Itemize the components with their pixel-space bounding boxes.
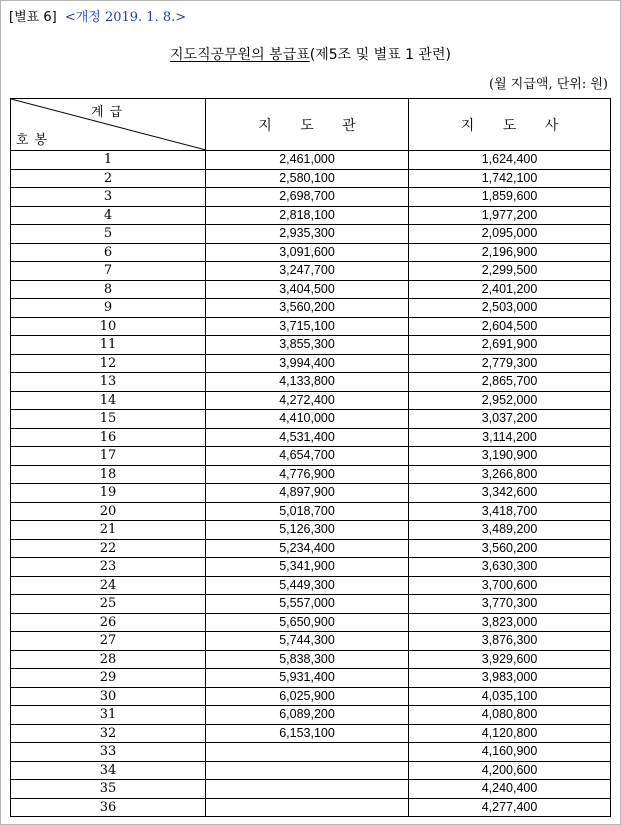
corner-cell xyxy=(11,99,206,151)
jidosa-pay-cell: 3,823,000 xyxy=(409,613,611,632)
table-row xyxy=(11,188,611,207)
unit-note: (월 지급액, 단위: 원) xyxy=(489,77,608,92)
jidosa-pay-cell: 4,240,400 xyxy=(409,780,611,799)
jidogwan-pay-cell: 2,818,100 xyxy=(206,206,409,225)
jidosa-pay-cell: 4,277,400 xyxy=(409,798,611,817)
jidogwan-pay-cell: 4,133,800 xyxy=(206,373,409,392)
jidosa-pay-cell: 4,080,800 xyxy=(409,706,611,725)
table-row xyxy=(11,502,611,521)
step-cell: 25 xyxy=(11,595,206,614)
table-row xyxy=(11,521,611,540)
jidogwan-pay-cell: 3,715,100 xyxy=(206,317,409,336)
jidogwan-pay-cell: 2,698,700 xyxy=(206,188,409,207)
jidosa-pay-cell: 1,859,600 xyxy=(409,188,611,207)
jidosa-pay-cell: 1,742,100 xyxy=(409,169,611,188)
revision-note: <개정 2019. 1. 8.> xyxy=(64,10,187,25)
jidogwan-pay-cell: 3,855,300 xyxy=(206,336,409,355)
jidogwan-pay-cell xyxy=(206,798,409,817)
step-cell: 33 xyxy=(11,743,206,762)
table-row xyxy=(11,336,611,355)
jidogwan-pay-cell: 5,650,900 xyxy=(206,613,409,632)
table-row xyxy=(11,262,611,281)
jidogwan-pay-cell: 3,091,600 xyxy=(206,243,409,262)
column-header-jidosa: 지 도 사 xyxy=(409,99,611,151)
step-cell: 10 xyxy=(11,317,206,336)
step-cell: 26 xyxy=(11,613,206,632)
table-header-row xyxy=(11,99,611,151)
step-cell: 22 xyxy=(11,539,206,558)
jidosa-pay-cell: 3,876,300 xyxy=(409,632,611,651)
table-body xyxy=(11,151,611,817)
jidosa-pay-cell: 3,929,600 xyxy=(409,650,611,669)
jidogwan-pay-cell: 5,341,900 xyxy=(206,558,409,577)
jidosa-pay-cell: 4,160,900 xyxy=(409,743,611,762)
jidogwan-pay-cell: 5,838,300 xyxy=(206,650,409,669)
jidogwan-pay-cell: 4,410,000 xyxy=(206,410,409,429)
step-cell: 32 xyxy=(11,724,206,743)
table-row xyxy=(11,632,611,651)
jidogwan-pay-cell: 4,776,900 xyxy=(206,465,409,484)
jidogwan-pay-cell: 3,994,400 xyxy=(206,354,409,373)
jidogwan-pay-cell: 5,744,300 xyxy=(206,632,409,651)
table-row xyxy=(11,151,611,170)
jidosa-pay-cell: 2,604,500 xyxy=(409,317,611,336)
jidosa-pay-cell: 3,770,300 xyxy=(409,595,611,614)
jidosa-pay-cell: 1,977,200 xyxy=(409,206,611,225)
table-row xyxy=(11,687,611,706)
jidosa-pay-cell: 4,120,800 xyxy=(409,724,611,743)
table-row xyxy=(11,484,611,503)
jidogwan-pay-cell: 5,126,300 xyxy=(206,521,409,540)
table-row xyxy=(11,373,611,392)
step-cell: 7 xyxy=(11,262,206,281)
step-cell: 2 xyxy=(11,169,206,188)
jidogwan-pay-cell xyxy=(206,743,409,762)
table-row xyxy=(11,595,611,614)
table-row xyxy=(11,669,611,688)
step-cell: 29 xyxy=(11,669,206,688)
step-cell: 11 xyxy=(11,336,206,355)
jidosa-pay-cell: 1,624,400 xyxy=(409,151,611,170)
table-row xyxy=(11,743,611,762)
step-cell: 12 xyxy=(11,354,206,373)
jidogwan-pay-cell: 2,935,300 xyxy=(206,225,409,244)
jidogwan-pay-cell: 2,461,000 xyxy=(206,151,409,170)
jidosa-pay-cell: 4,035,100 xyxy=(409,687,611,706)
step-cell: 27 xyxy=(11,632,206,651)
step-cell: 18 xyxy=(11,465,206,484)
jidogwan-pay-cell: 6,153,100 xyxy=(206,724,409,743)
table-row xyxy=(11,724,611,743)
jidogwan-pay-cell: 3,247,700 xyxy=(206,262,409,281)
step-cell: 6 xyxy=(11,243,206,262)
table-row xyxy=(11,539,611,558)
table-row xyxy=(11,354,611,373)
step-cell: 24 xyxy=(11,576,206,595)
step-cell: 31 xyxy=(11,706,206,725)
jidosa-pay-cell: 3,190,900 xyxy=(409,447,611,466)
step-cell: 4 xyxy=(11,206,206,225)
step-cell: 34 xyxy=(11,761,206,780)
jidosa-pay-cell: 2,196,900 xyxy=(409,243,611,262)
jidogwan-pay-cell: 3,560,200 xyxy=(206,299,409,318)
jidogwan-pay-cell: 4,531,400 xyxy=(206,428,409,447)
title-ref: (제5조 및 별표 1 관련) xyxy=(309,47,451,63)
jidosa-pay-cell: 2,952,000 xyxy=(409,391,611,410)
table-row xyxy=(11,761,611,780)
table-row xyxy=(11,428,611,447)
step-cell: 20 xyxy=(11,502,206,521)
attachment-header xyxy=(9,6,186,25)
corner-step-label: 호봉 xyxy=(16,133,54,148)
jidosa-pay-cell: 3,700,600 xyxy=(409,576,611,595)
step-cell: 28 xyxy=(11,650,206,669)
step-cell: 9 xyxy=(11,299,206,318)
step-cell: 21 xyxy=(11,521,206,540)
table-row xyxy=(11,613,611,632)
jidogwan-pay-cell: 2,580,100 xyxy=(206,169,409,188)
table-row xyxy=(11,447,611,466)
table-row xyxy=(11,169,611,188)
table-row xyxy=(11,410,611,429)
table-row xyxy=(11,558,611,577)
salary-table xyxy=(10,98,611,817)
table-row xyxy=(11,243,611,262)
step-cell: 14 xyxy=(11,391,206,410)
table-row xyxy=(11,206,611,225)
page-title xyxy=(0,44,621,64)
jidosa-pay-cell: 2,865,700 xyxy=(409,373,611,392)
jidosa-pay-cell: 2,095,000 xyxy=(409,225,611,244)
jidosa-pay-cell: 2,691,900 xyxy=(409,336,611,355)
step-cell: 13 xyxy=(11,373,206,392)
jidosa-pay-cell: 2,401,200 xyxy=(409,280,611,299)
step-cell: 17 xyxy=(11,447,206,466)
jidosa-pay-cell: 3,489,200 xyxy=(409,521,611,540)
step-cell: 36 xyxy=(11,798,206,817)
jidogwan-pay-cell: 3,404,500 xyxy=(206,280,409,299)
table-row xyxy=(11,706,611,725)
jidosa-pay-cell: 3,266,800 xyxy=(409,465,611,484)
table-row xyxy=(11,576,611,595)
jidogwan-pay-cell: 5,449,300 xyxy=(206,576,409,595)
step-cell: 19 xyxy=(11,484,206,503)
jidosa-pay-cell: 3,037,200 xyxy=(409,410,611,429)
jidosa-pay-cell: 3,114,200 xyxy=(409,428,611,447)
step-cell: 3 xyxy=(11,188,206,207)
step-cell: 16 xyxy=(11,428,206,447)
jidosa-pay-cell: 3,342,600 xyxy=(409,484,611,503)
table-row xyxy=(11,798,611,817)
table-row xyxy=(11,280,611,299)
table-row xyxy=(11,391,611,410)
table-row xyxy=(11,465,611,484)
table-row xyxy=(11,780,611,799)
attachment-label: [별표 6] xyxy=(9,10,57,25)
jidosa-pay-cell: 2,299,500 xyxy=(409,262,611,281)
jidosa-pay-cell: 3,560,200 xyxy=(409,539,611,558)
step-cell: 8 xyxy=(11,280,206,299)
jidogwan-pay-cell: 4,272,400 xyxy=(206,391,409,410)
jidogwan-pay-cell: 5,018,700 xyxy=(206,502,409,521)
table-row xyxy=(11,225,611,244)
title-main: 지도직공무원의 봉급표 xyxy=(170,47,310,63)
jidogwan-pay-cell xyxy=(206,780,409,799)
jidosa-pay-cell: 3,983,000 xyxy=(409,669,611,688)
jidogwan-pay-cell: 4,654,700 xyxy=(206,447,409,466)
corner-grade-label: 계급 xyxy=(91,105,129,120)
jidogwan-pay-cell: 5,234,400 xyxy=(206,539,409,558)
jidogwan-pay-cell: 6,089,200 xyxy=(206,706,409,725)
jidogwan-pay-cell: 4,897,900 xyxy=(206,484,409,503)
jidogwan-pay-cell: 6,025,900 xyxy=(206,687,409,706)
step-cell: 1 xyxy=(11,151,206,170)
jidosa-pay-cell: 3,630,300 xyxy=(409,558,611,577)
jidosa-pay-cell: 2,779,300 xyxy=(409,354,611,373)
jidogwan-pay-cell: 5,931,400 xyxy=(206,669,409,688)
step-cell: 30 xyxy=(11,687,206,706)
jidogwan-pay-cell: 5,557,000 xyxy=(206,595,409,614)
table-row xyxy=(11,650,611,669)
step-cell: 5 xyxy=(11,225,206,244)
table-row xyxy=(11,299,611,318)
jidosa-pay-cell: 4,200,600 xyxy=(409,761,611,780)
jidosa-pay-cell: 3,418,700 xyxy=(409,502,611,521)
jidogwan-pay-cell xyxy=(206,761,409,780)
column-header-jidogwan: 지 도 관 xyxy=(206,99,409,151)
jidosa-pay-cell: 2,503,000 xyxy=(409,299,611,318)
step-cell: 15 xyxy=(11,410,206,429)
table-row xyxy=(11,317,611,336)
step-cell: 23 xyxy=(11,558,206,577)
step-cell: 35 xyxy=(11,780,206,799)
